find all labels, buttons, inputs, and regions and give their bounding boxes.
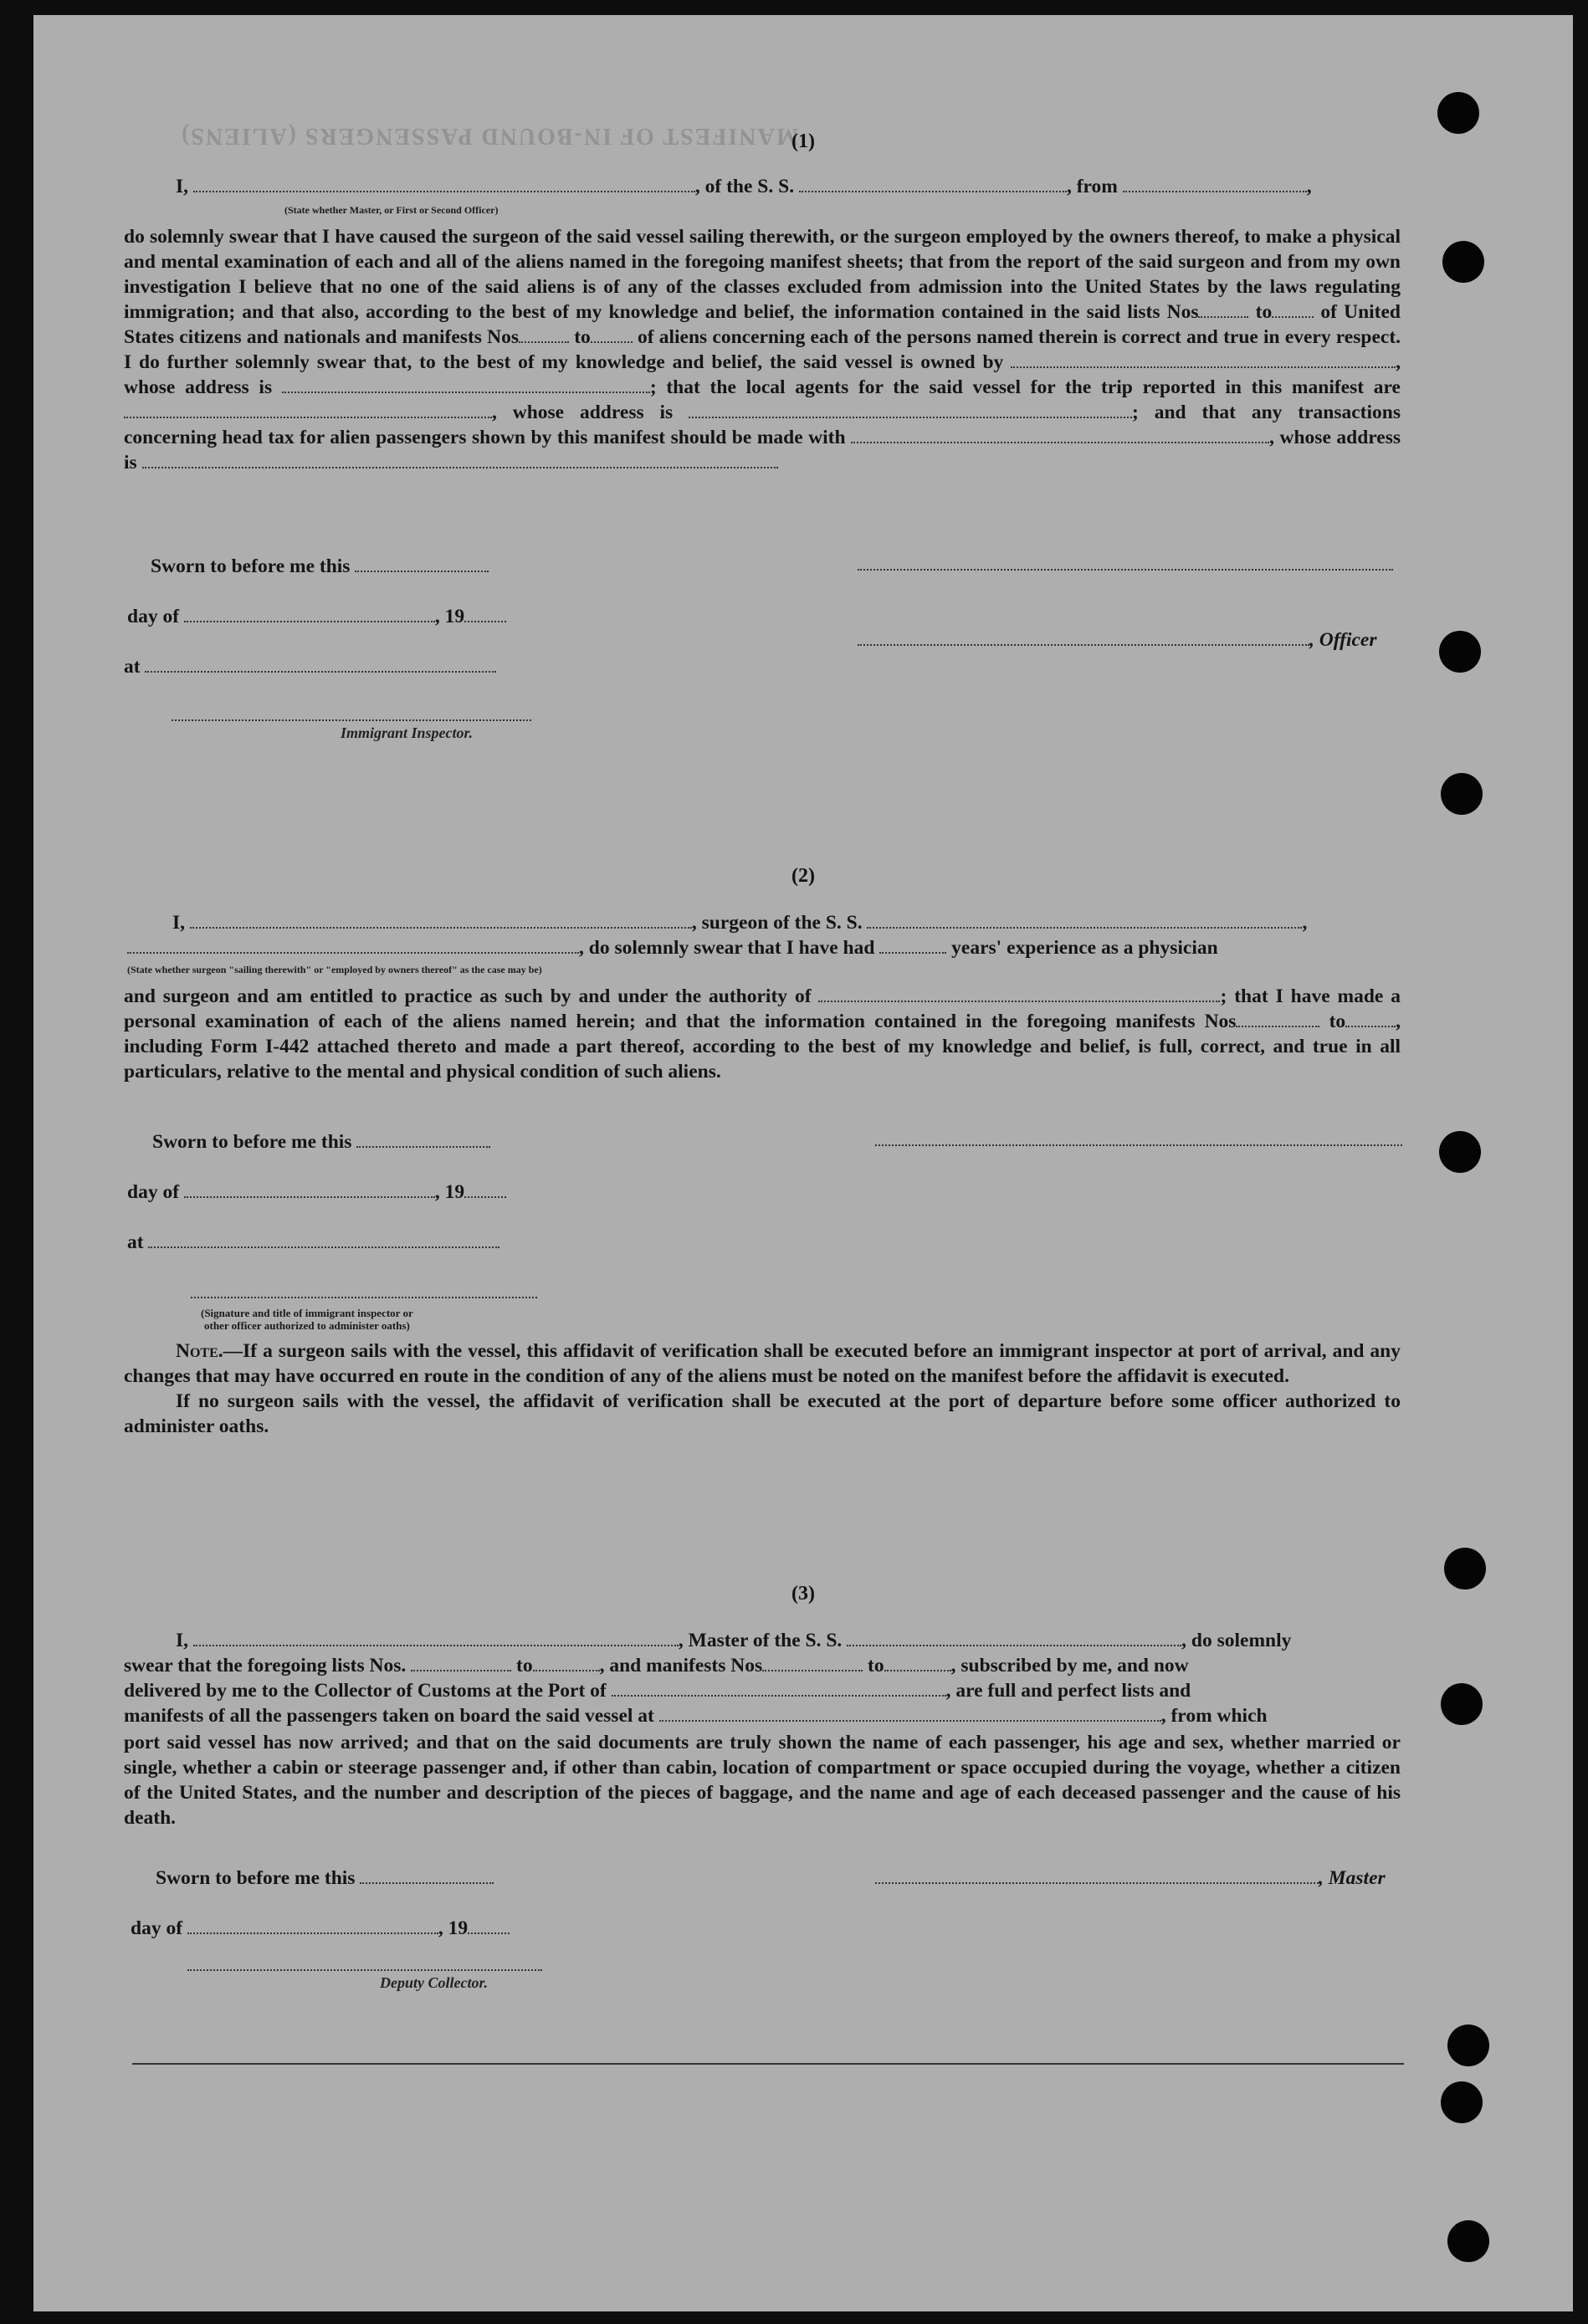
master-signature-blank[interactable] — [875, 1867, 1319, 1884]
at-label: at — [124, 656, 141, 678]
year-blank[interactable] — [468, 1917, 510, 1934]
section-3-lists-line — [124, 1655, 1189, 1677]
section-1-body: do solemnly swear that I have caused the surgeon of the said vessel sailing therewith, or the surgeon employed by the owners thereof, to make a physical and mental examination of each and all of the aliens named in the foregoing manifest sheets; that from the report of the said surgeon and from my own investigation I believe that no one of the said aliens is of any of the classes excluded from admission into the United States by the laws regulating immigration; and that also, according to the best of my knowledge and belief, the information contained in the said lists Nos to of United States citizens and nationals and manifests Nos to of aliens concerning each of the persons named therein is correct and true in every respect. I do further solemnly swear that, to the best of my knowledge and belief, the said vessel is owned by , whose address is ; that the local agents for the said vessel for the trip reported in this manifest are , whose address is ; and that any transactions concerning head tax for alien passengers shown by this manifest should be made with , whose address is — [124, 226, 1401, 474]
manifests-all-label: manifests of all the passengers taken on board the said vessel at — [124, 1705, 654, 1727]
text-i: I, — [172, 912, 186, 934]
section-3-body — [124, 1730, 1401, 1830]
section-3-number: (3) — [791, 1583, 815, 1605]
section-2-sworn — [152, 1131, 490, 1154]
head-tax-address-label: , whose address is — [124, 427, 1401, 474]
section-1-officer-line: I, , of the S. S. , from , — [176, 176, 1312, 197]
day-of-month-blank[interactable] — [184, 1181, 435, 1198]
section-3-day-of — [131, 1917, 510, 1940]
agents-address-blank[interactable] — [689, 402, 1132, 418]
section-1-sworn — [151, 555, 489, 578]
sworn-day-blank[interactable] — [356, 1131, 490, 1148]
note-block — [124, 1339, 1401, 1439]
lists-nos-to-blank[interactable] — [1272, 301, 1314, 318]
manifests-to-blank[interactable] — [884, 1655, 951, 1671]
do-solemnly-label: , do solemnly — [1181, 1630, 1292, 1651]
punch-hole — [1441, 1683, 1483, 1725]
sworn-label: Sworn to before me this — [151, 555, 351, 577]
text-to-2: to — [574, 326, 591, 348]
section-1-body-text-2: of United States citizens and nationals and manifests Nos — [124, 301, 1401, 348]
nineteen-label: , 19 — [438, 1917, 469, 1939]
day-of-label: day of — [127, 606, 180, 627]
punch-hole — [1447, 2025, 1489, 2066]
port-blank[interactable] — [612, 1680, 946, 1697]
inspector-caption: Immigrant Inspector. — [341, 724, 474, 741]
section-1-body-text: do solemnly swear that I have caused the surgeon of the said vessel sailing therewith, or the surgeon employed by the owners thereof, to make a physical and mental examination of each and all of the aliens named in the foregoing manifest sheets; that from the report of the said surgeon and from my own investigation I believe that no one of the said aliens is of any of the classes excluded from admission into the United States by the laws regulating immigration; and that also, according to the best of my knowledge and belief, the information contained in the said lists Nos — [124, 226, 1401, 323]
section-3-body-text: port said vessel has now arrived; and that on the said documents are truly shown the name of each passenger, his age and sex, whether married or single, whether a cabin or steerage passenger and, if other than cabin, location of compartment or space occupied during the voyage, whether a citizen of the United States, and the number and description of the pieces of baggage, and the name and age of each deceased passenger and the cause of his death. — [124, 1732, 1401, 1829]
master-name-blank[interactable] — [193, 1630, 679, 1646]
punch-hole — [1439, 1131, 1481, 1173]
lists-from-blank[interactable] — [411, 1655, 511, 1671]
deputy-caption: Deputy Collector. — [380, 1974, 488, 1991]
owner-blank[interactable] — [1011, 351, 1396, 368]
section-2-surgeon-line: I, , surgeon of the S. S. , — [172, 912, 1308, 934]
and-manifests-label: , and manifests Nos — [599, 1655, 763, 1676]
manifests-nos-to-blank[interactable] — [1345, 1011, 1396, 1027]
day-of-month-blank[interactable] — [187, 1917, 438, 1934]
text-i: I, — [176, 1630, 189, 1651]
officer-signature-blank[interactable] — [858, 629, 1309, 646]
text-to: to — [1329, 1011, 1346, 1032]
officer-rank-caption: (State whether Master, or First or Second Officer) — [284, 204, 499, 216]
authority-blank[interactable] — [818, 985, 1220, 1002]
day-of-month-blank[interactable] — [184, 606, 435, 622]
at-label: at — [127, 1231, 144, 1253]
punch-hole — [1439, 631, 1481, 673]
bleed-through-header: MANIFEST OF IN-BOUND PASSENGERS (ALIENS) — [180, 123, 799, 149]
section-3-boarded-line — [124, 1705, 1268, 1728]
section-2-day-of — [127, 1181, 506, 1204]
section-1-at — [124, 656, 496, 678]
manifests-from-blank[interactable] — [762, 1655, 863, 1671]
inspector-signature-line[interactable] — [172, 719, 531, 721]
agents-address-label: whose address is — [512, 402, 674, 423]
subscribed-label: , subscribed by me, and now — [950, 1655, 1189, 1676]
surgeon-status-blank[interactable] — [127, 937, 579, 954]
nineteen-label: , 19 — [434, 606, 465, 627]
section-2-body-text-2: , including Form I-442 attached thereto and made a part thereof, according to the best of my knowledge and belief, is full, correct, and true in all particulars, relative to the mental and physical condition of such aliens. — [124, 1011, 1401, 1083]
from-port-blank[interactable] — [1123, 176, 1307, 192]
officer-label: , Officer — [1309, 629, 1377, 651]
deputy-signature-line[interactable] — [187, 1969, 542, 1971]
section-3-master-line — [176, 1630, 1291, 1652]
section-1-number: (1) — [791, 131, 815, 152]
punch-hole — [1442, 241, 1484, 283]
section-2-at — [127, 1231, 499, 1254]
sworn-label: Sworn to before me this — [152, 1131, 352, 1153]
surgeon-of-label: , surgeon of the S. S. — [691, 912, 863, 934]
sworn-label: Sworn to before me this — [156, 1867, 356, 1889]
section-2-years-line — [127, 937, 1218, 960]
text-i: I, — [176, 176, 189, 197]
officer-name-blank[interactable] — [193, 176, 695, 192]
lists-to-blank[interactable] — [533, 1655, 600, 1671]
note-text-2: If no surgeon sails with the vessel, the affidavit of verification shall be executed at the port of departure before some officer authorized to administer oaths. — [124, 1390, 1401, 1437]
text-to: to — [516, 1655, 533, 1676]
text-from: , from — [1066, 176, 1118, 197]
signature-caption-2: other officer authorized to administer oaths) — [204, 1319, 410, 1332]
text-of-ss: , of the S. S. — [694, 176, 795, 197]
nineteen-label: , 19 — [434, 1181, 465, 1203]
authority-label: and surgeon and am entitled to practice as such by and under the authority of — [124, 985, 812, 1007]
master-vessel-blank[interactable] — [847, 1630, 1181, 1646]
punch-hole — [1441, 773, 1483, 815]
head-tax-agent-blank[interactable] — [851, 427, 1269, 443]
boarded-at-blank[interactable] — [659, 1705, 1161, 1722]
text-to: to — [1255, 301, 1273, 323]
lists-nos-from-blank[interactable] — [1198, 301, 1248, 318]
day-of-label: day of — [127, 1181, 180, 1203]
punch-hole — [1447, 2220, 1489, 2262]
officer-signature-line-1[interactable] — [858, 569, 1393, 571]
surgeon-signature-line[interactable] — [875, 1144, 1402, 1146]
bottom-rule — [132, 2063, 1404, 2065]
year-blank[interactable] — [464, 606, 506, 622]
day-of-label: day of — [131, 1917, 183, 1939]
section-1-body-text-3: of aliens concerning each of the persons named therein is correct and true in every respect. I do further solemnly swear that, to the best of my knowledge and belief, the said vessel is owned by — [124, 326, 1401, 373]
punch-hole — [1441, 2081, 1483, 2123]
full-perfect-label: , are full and perfect lists and — [945, 1680, 1191, 1702]
text-to-2: to — [868, 1655, 884, 1676]
year-blank[interactable] — [464, 1181, 506, 1198]
manifests-nos-to-blank[interactable] — [591, 326, 633, 343]
inspector-signature-line-2[interactable] — [191, 1297, 537, 1298]
owner-address-label: , whose address is — [124, 351, 1401, 398]
note-label: Note. — [176, 1340, 223, 1362]
surgeon-vessel-blank[interactable] — [867, 912, 1302, 929]
owner-address-blank[interactable] — [282, 376, 650, 393]
years-label: years' experience as a physician — [951, 937, 1218, 959]
manifest-page — [33, 15, 1573, 2311]
vessel-name-blank[interactable] — [799, 176, 1067, 192]
delivered-label: delivered by me to the Collector of Customs at the Port of — [124, 1680, 607, 1702]
do-solemnly-label: , do solemnly swear that I have had — [579, 937, 875, 959]
years-blank[interactable] — [879, 937, 946, 954]
section-1-day-of — [127, 606, 506, 628]
at-place-blank[interactable] — [145, 656, 496, 673]
section-2-body: and surgeon and am entitled to practice as such by and under the authority of ; that I have made a personal examination of each of the aliens named herein; and that the information contained in the foregoing manifests Nos to , including Form I-442 attached thereto and made a part thereof, according to the best of my knowledge and belief, is full, correct, and true in all particulars, relative to the mental and physical condition of such aliens. — [124, 985, 1401, 1083]
sworn-day-blank[interactable] — [355, 555, 489, 572]
master-of-label: , Master of the S. S. — [678, 1630, 843, 1651]
section-1-officer-signature — [858, 629, 1376, 652]
section-2-body-text: that I have made a personal examination of each of the aliens named herein; and that the information contained in the foregoing manifests Nos — [124, 985, 1401, 1032]
at-place-blank[interactable] — [148, 1231, 499, 1248]
agents-blank[interactable] — [124, 402, 492, 418]
manifests-nos-from-blank[interactable] — [519, 326, 569, 343]
from-which-label: , from which — [1160, 1705, 1268, 1727]
section-3-port-line — [124, 1680, 1191, 1702]
sworn-day-blank[interactable] — [360, 1867, 494, 1884]
manifests-nos-from-blank[interactable] — [1236, 1011, 1319, 1027]
punch-hole — [1437, 92, 1479, 134]
surgeon-status-caption: (State whether surgeon "sailing therewith" or "employed by owners thereof" as the case may be) — [127, 964, 542, 975]
surgeon-name-blank[interactable] — [190, 912, 692, 929]
section-3-master-signature — [875, 1867, 1386, 1890]
swear-lists-label: swear that the foregoing lists Nos. — [124, 1655, 407, 1676]
section-3-sworn — [156, 1867, 494, 1890]
agents-label: that the local agents for the said vessel for the trip reported in this manifest are — [666, 376, 1401, 398]
section-2-number: (2) — [791, 865, 815, 887]
head-tax-label: ; and that any transactions concerning head tax for alien passengers shown by this manifest should be made with — [124, 402, 1401, 448]
head-tax-address-blank[interactable] — [142, 452, 778, 468]
note-text-1: —If a surgeon sails with the vessel, this affidavit of verification shall be executed before an immigrant inspector at port of arrival, and any changes that may have occurred en route in the condition of any of the aliens must be noted on the manifest before the affidavit is executed. — [124, 1340, 1401, 1387]
master-label: , Master — [1319, 1867, 1386, 1889]
signature-caption-1: (Signature and title of immigrant inspector or — [201, 1307, 413, 1319]
